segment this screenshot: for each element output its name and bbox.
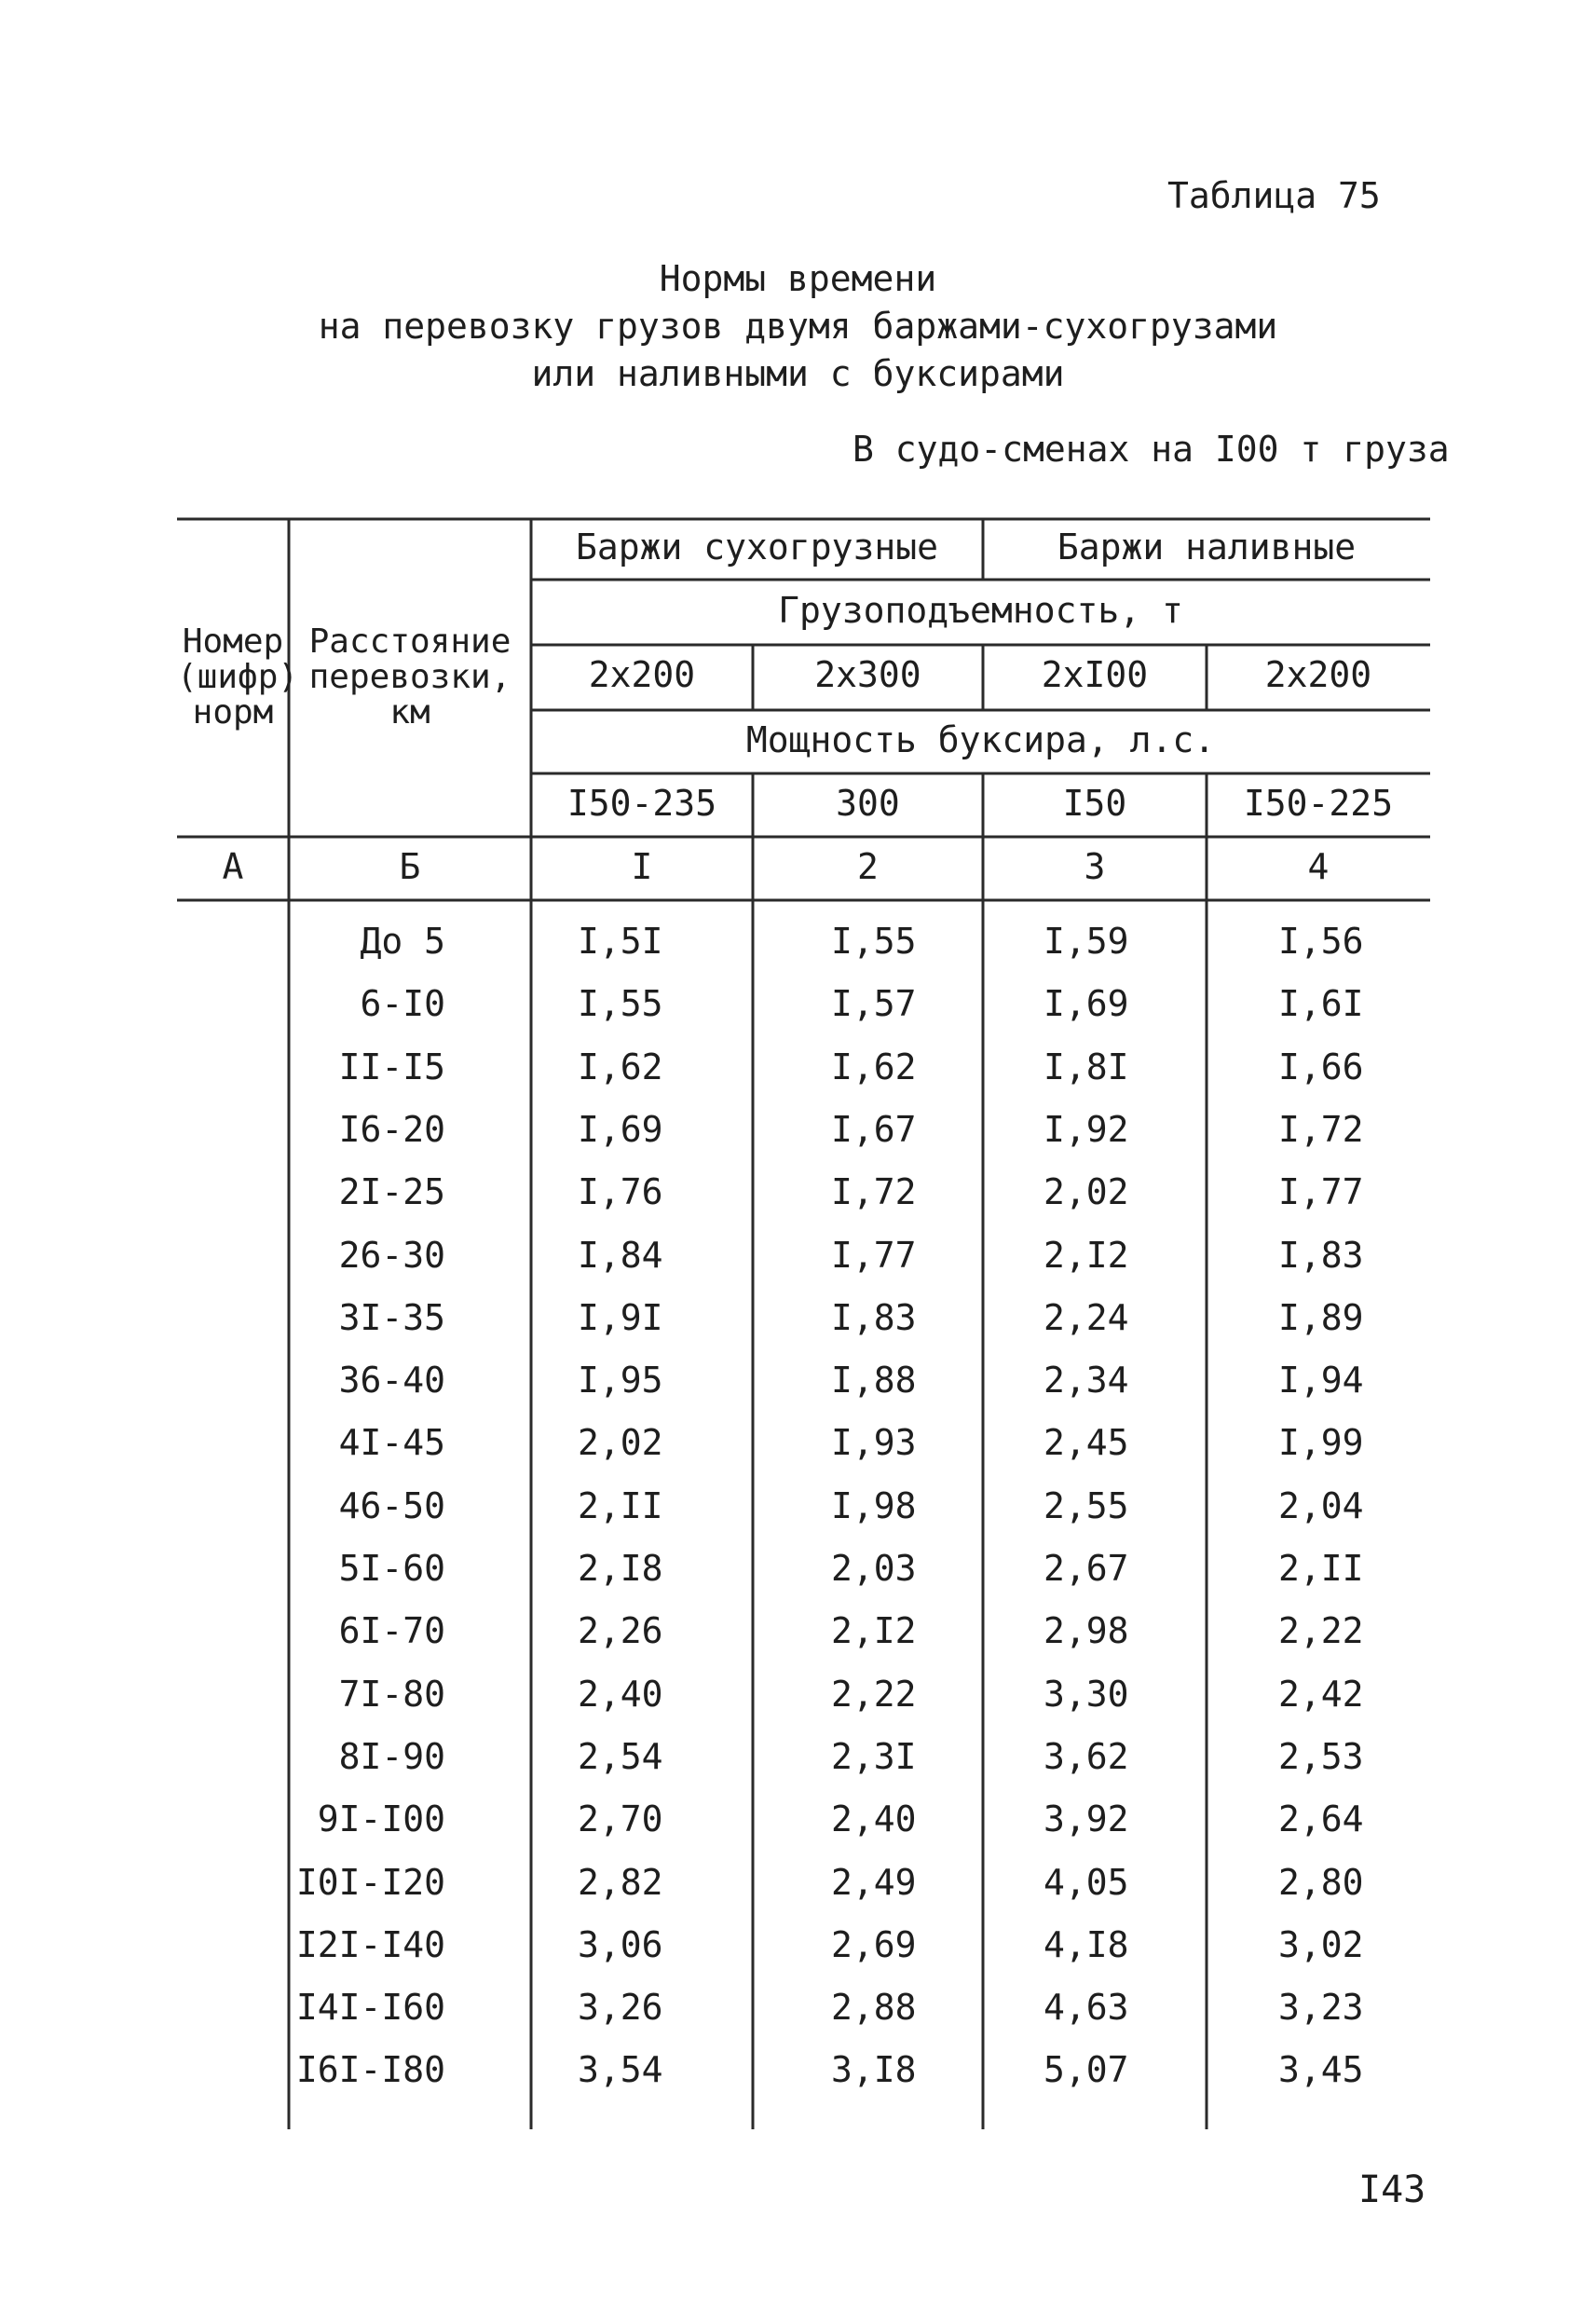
- value-cell: 2,42: [1278, 1674, 1364, 1715]
- value-cell: I,67: [831, 1109, 917, 1150]
- distance-cell: II-I5: [338, 1046, 445, 1087]
- value-cell: 4,63: [1044, 1987, 1129, 2028]
- value-cell: I,93: [831, 1422, 917, 1463]
- value-cell: 2,45: [1044, 1422, 1129, 1463]
- distance-cell: 46-50: [338, 1485, 445, 1526]
- value-cell: 2,64: [1278, 1798, 1364, 1839]
- distance-cell: 5I-60: [338, 1548, 445, 1589]
- value-cell: I,77: [1278, 1171, 1364, 1212]
- value-cell: I,62: [578, 1046, 663, 1087]
- value-cell: 2,02: [1044, 1171, 1129, 1212]
- power-1: I50-235: [566, 783, 717, 824]
- value-cell: I,66: [1278, 1046, 1364, 1087]
- value-cell: 2,40: [831, 1798, 917, 1839]
- value-cell: I,8I: [1044, 1046, 1129, 1087]
- value-cell: I,69: [1044, 983, 1129, 1024]
- distance-cell: 26-30: [338, 1235, 445, 1276]
- code-2: 2: [857, 846, 879, 887]
- value-cell: I,57: [831, 983, 917, 1024]
- value-cell: I,92: [1044, 1109, 1129, 1150]
- distance-cell: 4I-45: [338, 1422, 445, 1463]
- distance-cell: 7I-80: [338, 1674, 445, 1715]
- value-cell: I,9I: [578, 1297, 663, 1338]
- value-cell: 3,23: [1278, 1987, 1364, 2028]
- column-b-header: [289, 624, 531, 730]
- value-cell: 5,07: [1044, 2049, 1129, 2090]
- value-cell: 2,22: [1278, 1610, 1364, 1651]
- distance-cell: 9I-I00: [317, 1798, 445, 1839]
- power-3: I50: [1062, 783, 1127, 824]
- value-cell: I,83: [831, 1297, 917, 1338]
- value-cell: 2,03: [831, 1548, 917, 1589]
- value-cell: I,83: [1278, 1235, 1364, 1276]
- distance-cell: I6-20: [338, 1109, 445, 1150]
- column-a-header-line: норм: [192, 692, 274, 732]
- table-label: Таблица 75: [1167, 175, 1381, 216]
- value-cell: 2,40: [578, 1674, 663, 1715]
- distance-cell: 36-40: [338, 1360, 445, 1401]
- value-cell: 4,05: [1044, 1862, 1129, 1903]
- distance-cell: 2I-25: [338, 1171, 445, 1212]
- value-cell: 2,22: [831, 1674, 917, 1715]
- capacity-3: 2xI00: [1041, 654, 1149, 695]
- value-cell: 3,06: [578, 1924, 663, 1965]
- value-cell: I,77: [831, 1235, 917, 1276]
- value-cell: 4,I8: [1044, 1924, 1129, 1965]
- column-a-header: [177, 622, 299, 732]
- value-cell: I,76: [578, 1171, 663, 1212]
- distance-cell: 6-I0: [360, 983, 445, 1024]
- power-label: Мощность буксира, л.с.: [745, 719, 1216, 760]
- power-2: 300: [836, 783, 900, 824]
- value-cell: I,95: [578, 1360, 663, 1401]
- value-cell: 3,26: [578, 1987, 663, 2028]
- distance-cell: I0I-I20: [295, 1862, 445, 1903]
- value-cell: 3,02: [1278, 1924, 1364, 1965]
- value-cell: 2,69: [831, 1924, 917, 1965]
- value-cell: 3,92: [1044, 1798, 1129, 1839]
- units-note: В судо-сменах на I00 т груза: [853, 429, 1450, 470]
- value-cell: I,72: [831, 1171, 917, 1212]
- value-cell: 2,88: [831, 1987, 917, 2028]
- page-number: I43: [1358, 2168, 1426, 2211]
- code-1: I: [631, 846, 653, 887]
- value-cell: 3,30: [1044, 1674, 1129, 1715]
- distance-cell: I4I-I60: [295, 1987, 445, 2028]
- distance-cell: До 5: [360, 921, 445, 962]
- value-cell: 2,26: [578, 1610, 663, 1651]
- column-b-header-line: перевозки,: [308, 657, 512, 696]
- value-cell: I,5I: [578, 921, 663, 962]
- code-3: 3: [1084, 846, 1106, 887]
- column-b-header-line: км: [389, 692, 430, 732]
- value-cell: 2,67: [1044, 1548, 1129, 1589]
- value-cell: 2,53: [1278, 1736, 1364, 1777]
- distance-cell: 6I-70: [338, 1610, 445, 1651]
- value-cell: 3,45: [1278, 2049, 1364, 2090]
- value-cell: 2,54: [578, 1736, 663, 1777]
- value-cell: 2,I2: [1044, 1235, 1129, 1276]
- value-cell: I,6I: [1278, 983, 1364, 1024]
- value-cell: I,69: [578, 1109, 663, 1150]
- value-cell: 3,62: [1044, 1736, 1129, 1777]
- power-4: I50-225: [1243, 783, 1394, 824]
- value-cell: I,98: [831, 1485, 917, 1526]
- value-cell: I,94: [1278, 1360, 1364, 1401]
- value-cell: I,88: [831, 1360, 917, 1401]
- value-cell: I,56: [1278, 921, 1364, 962]
- value-cell: I,84: [578, 1235, 663, 1276]
- group-liquid-barges: Баржи наливные: [1057, 526, 1357, 567]
- value-cell: I,59: [1044, 921, 1129, 962]
- title-line-3: или наливными с буксирами: [531, 353, 1065, 394]
- value-cell: 2,98: [1044, 1610, 1129, 1651]
- capacity-2: 2x300: [814, 654, 921, 695]
- distance-cell: I6I-I80: [295, 2049, 445, 2090]
- value-cell: 2,70: [578, 1798, 663, 1839]
- value-cell: I,99: [1278, 1422, 1364, 1463]
- group-dry-barges: Баржи сухогрузные: [576, 526, 938, 567]
- value-cell: 3,54: [578, 2049, 663, 2090]
- value-cell: 2,49: [831, 1862, 917, 1903]
- value-cell: 2,I8: [578, 1548, 663, 1589]
- column-a-header-line: Номер: [182, 622, 284, 661]
- value-cell: 2,02: [578, 1422, 663, 1463]
- code-4: 4: [1307, 846, 1330, 887]
- value-cell: 2,I2: [831, 1610, 917, 1651]
- code-b: Б: [399, 846, 421, 887]
- capacity-label: Грузоподъемность, т: [778, 590, 1183, 631]
- value-cell: 2,24: [1044, 1297, 1129, 1338]
- value-cell: 2,82: [578, 1862, 663, 1903]
- column-a-header-line: (шифр): [177, 657, 299, 696]
- value-cell: I,55: [578, 983, 663, 1024]
- capacity-4: 2x200: [1264, 654, 1372, 695]
- value-cell: 2,34: [1044, 1360, 1129, 1401]
- value-cell: I,62: [831, 1046, 917, 1087]
- value-cell: 3,I8: [831, 2049, 917, 2090]
- column-b-header-line: Расстояние: [308, 622, 512, 661]
- capacity-1: 2x200: [588, 654, 696, 695]
- value-cell: I,89: [1278, 1297, 1364, 1338]
- value-cell: 2,II: [578, 1485, 663, 1526]
- distance-cell: 3I-35: [338, 1297, 445, 1338]
- code-a: А: [222, 846, 244, 887]
- value-cell: 2,80: [1278, 1862, 1364, 1903]
- value-cell: 2,3I: [831, 1736, 917, 1777]
- title-line-1: Нормы времени: [659, 258, 937, 299]
- value-cell: I,55: [831, 921, 917, 962]
- title-line-2: на перевозку грузов двумя баржами-сухогрузами: [318, 306, 1278, 347]
- value-cell: 2,II: [1278, 1548, 1364, 1589]
- value-cell: I,72: [1278, 1109, 1364, 1150]
- distance-cell: I2I-I40: [295, 1924, 445, 1965]
- value-cell: 2,55: [1044, 1485, 1129, 1526]
- value-cell: 2,04: [1278, 1485, 1364, 1526]
- distance-cell: 8I-90: [338, 1736, 445, 1777]
